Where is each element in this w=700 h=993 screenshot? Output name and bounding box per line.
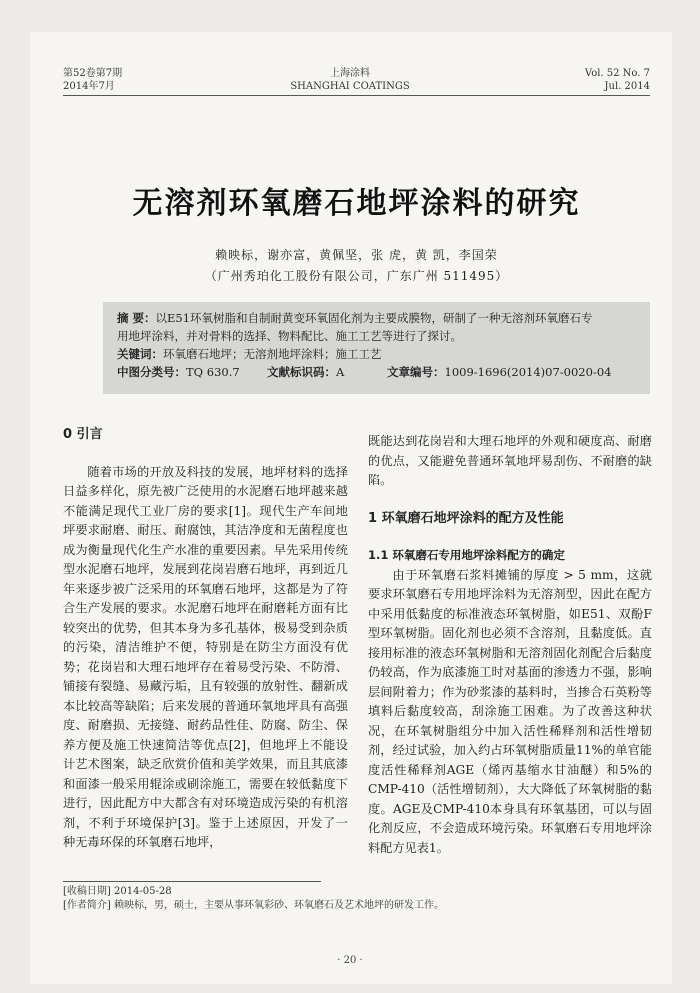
header-rule xyxy=(63,95,650,96)
footnote xyxy=(63,885,650,913)
date-cn: 2014年7月 xyxy=(63,81,115,92)
abstract-label: 摘 要： xyxy=(117,311,156,325)
section-1-heading: 1 环氧磨石地坪涂料的配方及性能 xyxy=(368,510,564,526)
classification-code: TQ 630.7 xyxy=(186,365,240,379)
received-date: [收稿日期] 2014-05-28 xyxy=(63,886,172,897)
abstract-line-2 xyxy=(117,327,636,345)
abstract-text-2: 用地坪涂料，并对骨料的选择、物料配比、施工工艺等进行了探讨。 xyxy=(117,329,462,343)
right-column xyxy=(368,432,652,858)
classification-label: 中图分类号： xyxy=(117,365,186,379)
left-column xyxy=(63,425,348,853)
page-number: · 20 · xyxy=(337,955,363,966)
journal-name-cn: 上海涂料 xyxy=(330,68,370,79)
header-center xyxy=(250,67,450,93)
doc-code: A xyxy=(336,365,345,379)
header-left xyxy=(63,67,122,93)
formulation-paragraph: 由于环氧磨石浆料摊铺的厚度 > 5 mm，这就要求环氧磨石专用地坪涂料为无溶剂型，因此在配方中采用低黏度的标准液态环氧树脂，如E51、双酚F型环氧树脂。固化剂也必须不含溶剂，且黏度低。直接用标准的液态环氧树脂和无溶剂固化剂配合后黏度仍较高，作为底漆施工时对基面的渗透力不强，影响层间附着力；作为砂浆漆的基料时，当掺合石英粉等填料后黏度较高，刮涂施工困难。为了改善这种状况，在环氧树脂组分中加入活性稀释剂和活性增韧剂，经过试验，加入约占环氧树脂质量11%的单官能度活性稀释剂AGE（烯丙基缩水甘油醚）和5%的CMP-410（活性增韧剂），大大降低了环氧树脂的黏度。AGE及CMP-410本身具有环氧基团，可以与固化剂反应，不会造成环境污染。环氧磨石专用地坪涂料配方见表1。 xyxy=(368,567,652,855)
keywords: 环氧磨石地坪；无溶剂地坪涂料；施工工艺 xyxy=(163,347,382,361)
paper-title: 无溶剂环氧磨石地坪涂料的研究 xyxy=(132,186,581,221)
intro-continuation: 既能达到花岗岩和大理石地坪的外观和硬度高、耐磨的优点，又能避免普通环氧地坪易刮伤、不耐磨的缺陷。 xyxy=(368,434,652,487)
date-en: Jul. 2014 xyxy=(604,81,650,92)
volume-en: Vol. 52 No. 7 xyxy=(584,68,650,79)
author-list: 赖映标，谢亦富，黄佩坚，张 虎，黄 凯，李国荣 xyxy=(215,248,498,262)
section-0-heading: 0 引言 xyxy=(63,427,103,442)
abstract-line-1 xyxy=(117,309,636,327)
journal-name-en: SHANGHAI COATINGS xyxy=(290,81,410,92)
article-number-label: 文章编号： xyxy=(387,365,445,379)
keywords-label: 关键词： xyxy=(117,347,163,361)
subsection-1-1-heading: 1.1 环氧磨石专用地坪涂料配方的确定 xyxy=(368,548,565,562)
footnote-rule xyxy=(63,881,321,882)
affiliation: （广州秀珀化工股份有限公司，广东广州 511495） xyxy=(204,269,509,283)
abstract-box xyxy=(103,302,650,394)
intro-paragraph: 随着市场的开放及科技的发展，地坪材料的选择日益多样化，原先被广泛使用的水泥磨石地坪越来越不能满足现代工业厂房的要求[1]。现代生产车间地坪要求耐磨、耐压、耐腐蚀，其洁净度和无菌程度也成为衡量现代化生产水准的重要因素。早先采用传统型水泥磨石地坪，发展到花岗岩磨石地坪，再到近几年来逐步被广泛采用的环氧磨石地坪，这都是为了符合生产发展的要求。水泥磨石地坪在耐磨耗方面有比较突出的优势，但其本身为多孔基体，极易受到杂质的污染，清洁维护不便，特别是在防尘方面没有优势；花岗岩和大理石地坪存在着易受污染、不防滑、铺接有裂缝、易藏污垢，且有较强的放射性、翻新成本比较高等缺陷；后来发展的普通环氧地坪具有高强度、耐磨损、无接缝、耐药品性佳、防腐、防尘、保养方便及施工快速简洁等优点[2]，但地坪上不能设计艺术图案，缺乏欣赏价值和美学效果，而且其底漆和面漆一般采用辊涂或刷涂施工，需要在较低黏度下进行，因此配方中大都含有对环境造成污染的有机溶剂，不利于环境保护[3]。鉴于上述原因，开发了一种无毒环保的环氧磨石地坪， xyxy=(63,464,348,849)
keywords-line xyxy=(117,345,636,363)
classification-line xyxy=(117,363,636,381)
article-number: 1009-1696(2014)07-0020-04 xyxy=(444,365,612,379)
author-bio: [作者简介] 赖映标，男，硕士，主要从事环氧彩砂、环氧磨石及艺术地坪的研发工作。 xyxy=(63,900,444,911)
abstract-text-1: 以E51环氧树脂和自制耐黄变环氧固化剂为主要成膜物，研制了一种无溶剂环氧磨石专 xyxy=(155,311,593,325)
volume-cn: 第52卷第7期 xyxy=(63,68,123,79)
header-right xyxy=(585,67,650,93)
doc-code-label: 文献标识码： xyxy=(267,365,336,379)
